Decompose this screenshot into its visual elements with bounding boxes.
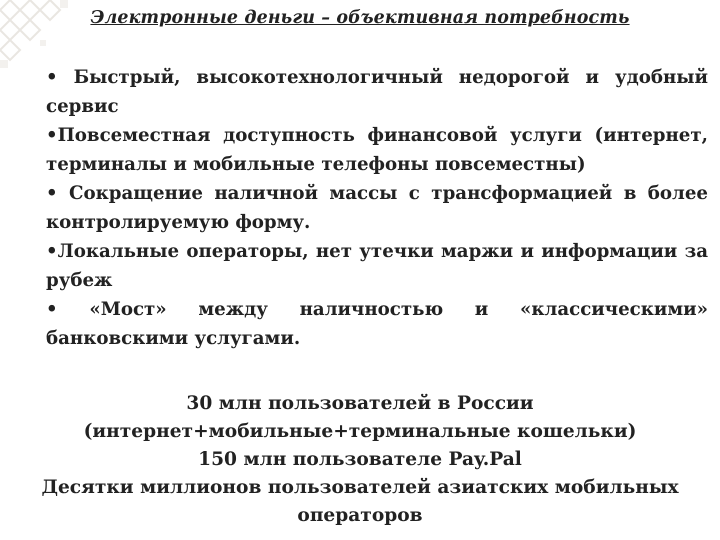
- bullet-item-local-operators: •Локальные операторы, нет утечки маржи и информации за рубеж: [46, 241, 708, 291]
- stats-wallet-types: (интернет+мобильные+терминальные кошельки): [83, 421, 637, 442]
- stats-asian-users: Десятки миллионов пользователей азиатских мобильных: [41, 477, 679, 498]
- stats-russia-users: 30 млн пользователей в России: [186, 393, 534, 414]
- bullet-list: [46, 63, 708, 353]
- user-stats: [0, 390, 720, 530]
- bullet-item-cash-reduction: • Сокращение наличной массы с трансформацией в более контролируемую форму.: [46, 183, 708, 233]
- stats-asian-users-continued: операторов: [297, 505, 423, 526]
- bullet-item-bridge: • «Мост» между наличностью и «классическими»: [46, 299, 708, 320]
- stats-paypal-users: 150 млн пользователе Pay.Pal: [198, 449, 522, 470]
- bullet-item-bridge-continued: банковскими услугами.: [46, 328, 301, 349]
- bullet-item-availability: •Повсеместная доступность финансовой услуги (интернет, терминалы и мобильные телефоны повсеместны): [46, 125, 708, 175]
- bullet-item-service: • Быстрый, высокотехнологичный недорогой и удобный сервис: [46, 67, 708, 117]
- slide-title: Электронные деньги – объективная потребность: [90, 8, 630, 28]
